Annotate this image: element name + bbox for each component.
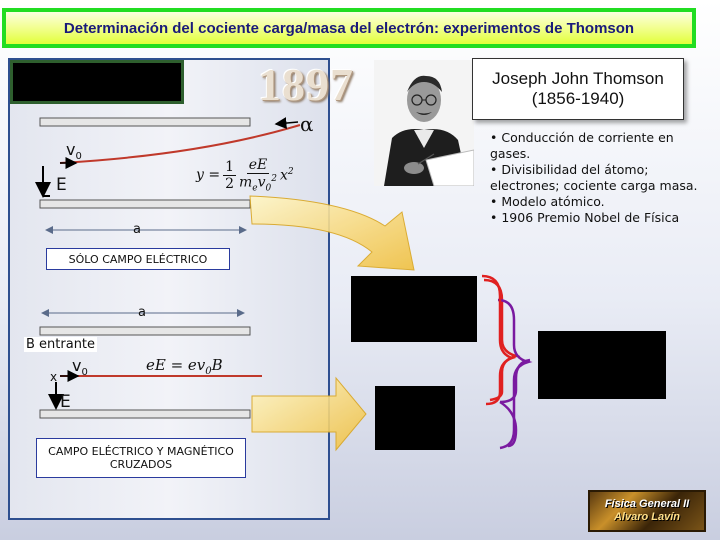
scientist-dates: (1856-1940) <box>531 89 625 108</box>
black-box-result <box>538 331 666 399</box>
logo-line2: Alvaro Lavín <box>613 511 681 523</box>
alpha-label: α <box>300 112 314 136</box>
eq2-a: eE = ev <box>146 356 206 374</box>
plate-top-2 <box>40 327 250 335</box>
v0-main-2: v <box>72 356 82 375</box>
eq-den2-sub: e <box>252 183 258 194</box>
equation-deflection <box>196 150 294 200</box>
v0-main-1: v <box>66 140 76 159</box>
eq-num2: eE <box>248 156 268 173</box>
v0-label-2 <box>72 356 88 378</box>
eq-x-term <box>280 167 294 184</box>
scientist-name: Joseph John Thomson <box>492 69 664 88</box>
plate-bottom-1 <box>40 200 250 208</box>
eq-frac-half <box>223 159 236 192</box>
v0-sub-2: 0 <box>81 367 88 379</box>
caption-crossed-fields: CAMPO ELÉCTRICO Y MAGNÉTICO CRUZADOS <box>36 438 246 478</box>
equation-balance <box>146 356 223 377</box>
plate-top-1 <box>40 118 250 126</box>
eq-x-sup: 2 <box>287 166 294 177</box>
logo-line1: Física General II <box>604 498 690 510</box>
slide-title-text: Determinación del cociente carga/masa del electrón: experimentos de Thomson <box>63 19 635 37</box>
alpha-pointer <box>276 122 298 124</box>
length-label-1: a <box>133 222 141 237</box>
eq-x: x <box>280 167 288 184</box>
v0-sub-1: 0 <box>75 151 82 163</box>
e-field-label-1: E <box>56 175 67 195</box>
year-label: 1897 <box>258 59 354 110</box>
eq-den2-m: m <box>239 174 253 191</box>
eq-num1: 1 <box>225 158 235 175</box>
bullet-item: • Divisibilidad del átomo; electrones; cociente carga masa. <box>490 162 698 193</box>
course-logo <box>588 490 706 532</box>
bullet-item: • Modelo atómico. <box>490 194 605 209</box>
eq-frac-main <box>239 157 277 193</box>
length-label-2: a <box>138 305 146 320</box>
curved-arrow-icon <box>250 196 414 270</box>
cross-icon: x <box>50 370 58 384</box>
eq-lhs: y = <box>196 167 221 183</box>
eq2-sub: 0 <box>205 366 212 377</box>
black-box-middle-top <box>351 276 477 342</box>
bullet-item: • 1906 Premio Nobel de Física <box>490 210 680 225</box>
eq-den2 <box>239 174 277 193</box>
brace-red-main <box>482 276 512 404</box>
v0-label-1 <box>66 140 82 162</box>
bullet-item: • Conducción de corriente en gases. <box>490 130 674 161</box>
caption-electric-only: SÓLO CAMPO ELÉCTRICO <box>46 248 230 270</box>
eq-den2-sup: 2 <box>271 173 278 184</box>
b-field-label: B entrante <box>26 337 96 352</box>
block-arrow-icon <box>252 378 366 450</box>
eq-den1: 2 <box>225 175 235 192</box>
eq-den2-v: v <box>257 174 266 191</box>
eq2-b: B <box>211 356 223 374</box>
e-field-label-2: E <box>60 392 71 412</box>
eq-den2-vsub: 0 <box>265 183 272 194</box>
plate-bottom-2 <box>40 410 250 418</box>
black-box-middle-bottom <box>375 386 455 450</box>
